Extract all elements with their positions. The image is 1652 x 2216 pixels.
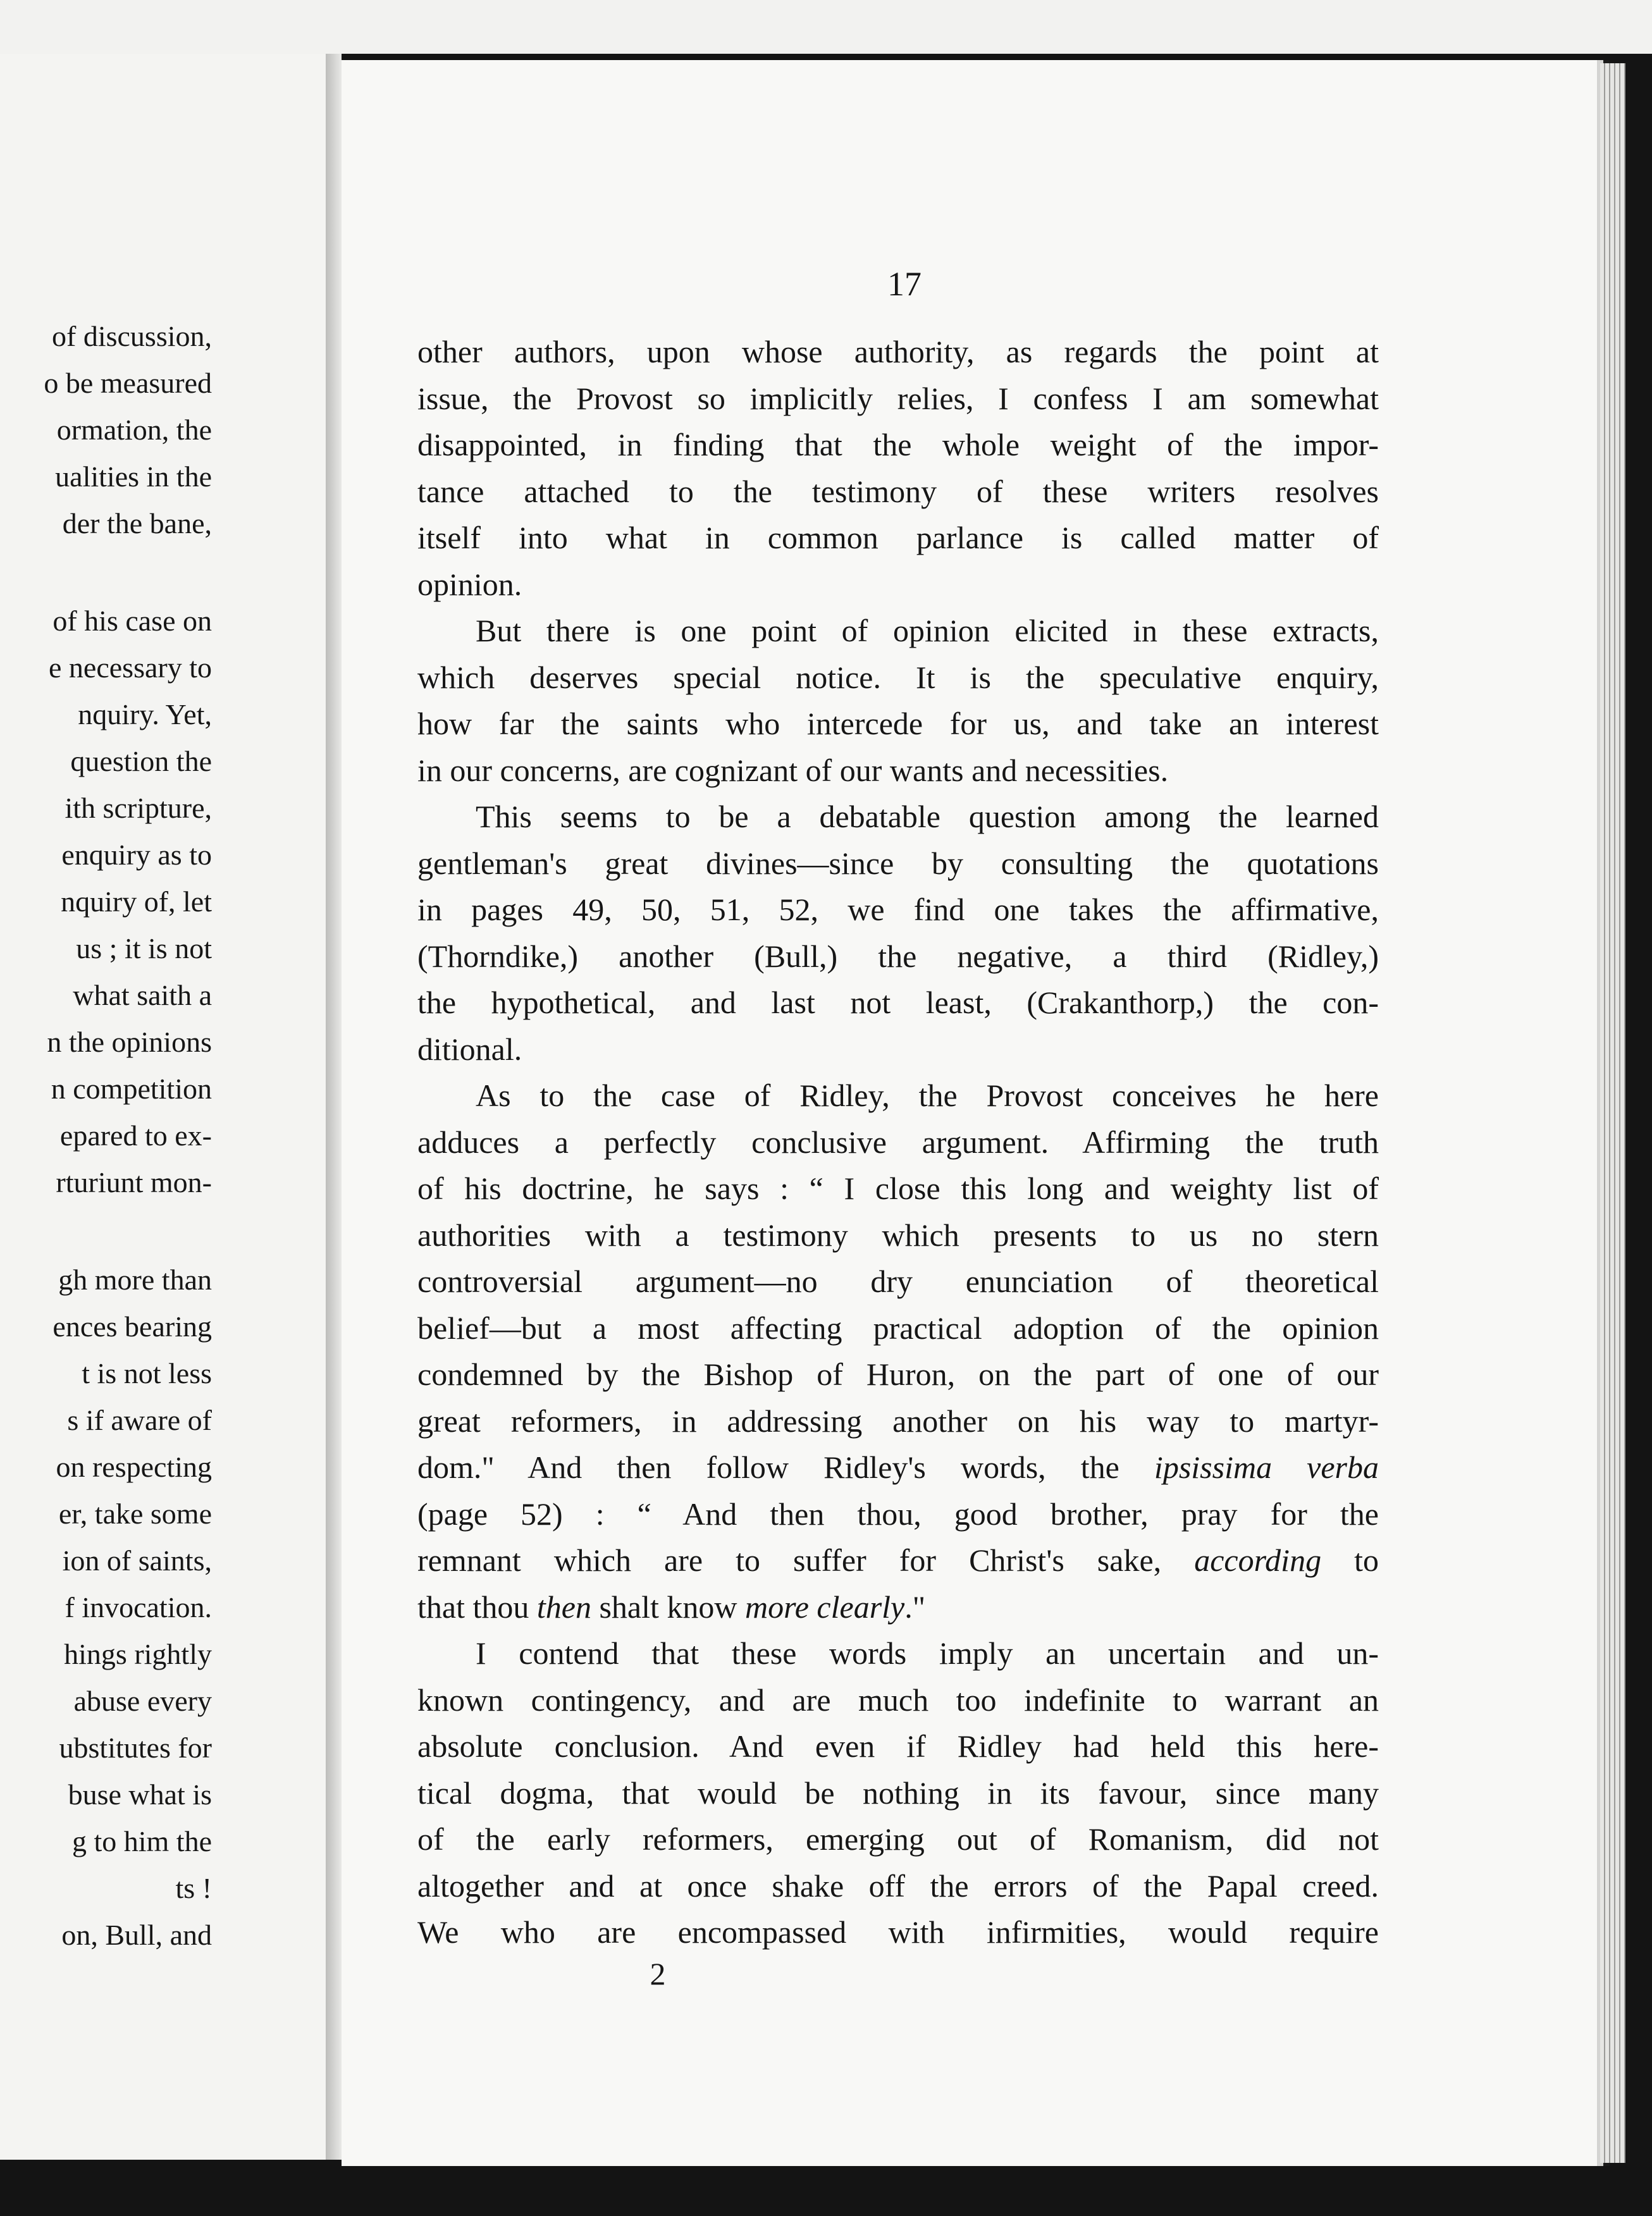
left-text-line: f invocation. [65, 1591, 212, 1623]
left-text-line: epared to ex- [59, 1119, 212, 1152]
text-line [417, 329, 1379, 376]
left-text-line: buse what is [68, 1778, 212, 1811]
left-text-line: ts ! [175, 1872, 212, 1904]
left-text-line: ubstitutes for [59, 1732, 212, 1764]
text-line [417, 655, 1379, 701]
line-text: tance attached to the testimony of these writers resolves [417, 473, 1379, 509]
line-text: (Thorndike,) another (Bull,) the negative, a third (Ridley,) [417, 938, 1379, 974]
italic-phrase: according [1194, 1542, 1322, 1578]
italic-phrase: more clearly [745, 1589, 905, 1625]
text-line [417, 1816, 1379, 1863]
left-text-line: what saith a [73, 979, 212, 1011]
text-line [417, 794, 1379, 840]
left-text-line: der the bane, [62, 507, 212, 539]
line-text: condemned by the Bishop of Huron, on the part of one of our [417, 1357, 1379, 1392]
left-text-line: of discussion, [52, 320, 212, 352]
text-line [417, 1259, 1379, 1305]
line-text: tical dogma, that would be nothing in its favour, since many [417, 1775, 1379, 1811]
text-line [417, 1863, 1379, 1910]
left-text-line: e necessary to [49, 651, 212, 684]
left-text-line: ormation, the [56, 414, 212, 446]
line-text: in pages 49, 50, 51, 52, we find one takes the affirmative, [417, 892, 1379, 927]
left-text-line: nquiry. Yet, [78, 698, 212, 730]
paragraph-gap [0, 547, 212, 598]
line-text: (page 52) : “ And then thou, good brother, pray for the [417, 1496, 1379, 1532]
text-line [417, 748, 1379, 794]
page-edges [1600, 63, 1625, 2163]
text-line [417, 1491, 1379, 1538]
line-text: This seems to be a debatable question among the learned [476, 799, 1379, 834]
line-text: disappointed, in finding that the whole weight of the impor- [417, 427, 1379, 462]
body-text [417, 329, 1379, 1956]
text-line [417, 980, 1379, 1026]
text-line [417, 469, 1379, 515]
line-text: remnant which are to suffer for Christ's sake, [417, 1542, 1162, 1578]
line-text: I contend that these words imply an uncertain and un- [476, 1635, 1379, 1671]
line-text: in our concerns, are cognizant of our wants and necessities. [417, 752, 1169, 788]
line-text: gentleman's great divines—since by consulting the quotations [417, 845, 1379, 881]
text-line [417, 422, 1379, 469]
line-text: ." [904, 1589, 926, 1625]
left-text-line: s if aware of [67, 1404, 212, 1436]
text-line [417, 840, 1379, 887]
text-line [417, 1770, 1379, 1817]
line-text: the hypothetical, and last not least, (Crakanthorp,) the con- [417, 985, 1379, 1020]
left-text-line: t is not less [82, 1357, 212, 1389]
line-text: authorities with a testimony which presents to us no stern [417, 1217, 1379, 1253]
left-text-line: of his case on [52, 605, 212, 637]
line-text: known contingency, and are much too indefinite to warrant an [417, 1682, 1379, 1718]
text-line [417, 1537, 1379, 1584]
left-text-line: us ; it is not [76, 932, 212, 964]
text-line [417, 1073, 1379, 1119]
book-gutter [326, 54, 342, 2160]
text-line [417, 562, 1379, 608]
left-text-line: on, Bull, and [61, 1919, 212, 1951]
text-line [417, 376, 1379, 422]
left-text-line: on respecting [56, 1451, 212, 1483]
paragraph-gap [0, 1206, 212, 1257]
text-line [417, 701, 1379, 748]
left-text-line: g to him the [71, 1825, 212, 1857]
line-text: to [1321, 1542, 1379, 1578]
signature-mark: 2 [650, 1956, 666, 1991]
text-line [417, 1119, 1379, 1166]
text-line [417, 1305, 1379, 1352]
line-text: adduces a perfectly conclusive argument. Affirming the truth [417, 1124, 1379, 1160]
left-text-line: n the opinions [47, 1026, 212, 1058]
text-line [417, 1677, 1379, 1724]
line-text: As to the case of Ridley, the Provost conceives he here [476, 1078, 1379, 1113]
line-text: itself into what in common parlance is called matter of [417, 520, 1379, 555]
line-text: shalt know [591, 1589, 746, 1625]
text-line [417, 1444, 1379, 1491]
line-text: other authors, upon whose authority, as regards the point at [417, 334, 1379, 369]
line-text: opinion. [417, 566, 522, 602]
left-text-line: gh more than [58, 1264, 212, 1296]
text-line [417, 1212, 1379, 1259]
line-text: absolute conclusion. And even if Ridley had held this here- [417, 1728, 1379, 1764]
left-text-line: rturiunt mon- [56, 1166, 212, 1198]
page-number: 17 [887, 265, 922, 303]
line-text: We who are encompassed with infirmities, would require [417, 1914, 1379, 1950]
left-text-line: hings rightly [64, 1638, 212, 1670]
line-text: altogether and at once shake off the errors of the Papal creed. [417, 1868, 1379, 1904]
line-text: belief—but a most affecting practical adoption of the opinion [417, 1310, 1379, 1346]
line-text: controversial argument—no dry enunciation of theoretical [417, 1264, 1379, 1299]
line-text: which deserves special notice. It is the speculative enquiry, [417, 659, 1379, 695]
line-text: how far the saints who intercede for us, and take an interest [417, 706, 1379, 741]
left-text-line: nquiry of, let [61, 885, 212, 918]
text-line [417, 608, 1379, 655]
line-text: of the early reformers, emerging out of Romanism, did not [417, 1821, 1379, 1857]
line-text: But there is one point of opinion elicited in these extracts, [476, 613, 1379, 648]
text-line [417, 1909, 1379, 1956]
line-text: ditional. [417, 1031, 522, 1067]
italic-phrase: then [536, 1589, 591, 1625]
text-line [417, 887, 1379, 933]
left-text-line: abuse every [73, 1685, 212, 1717]
text-line [417, 1166, 1379, 1212]
line-text: great reformers, in addressing another on his way to martyr- [417, 1403, 1379, 1439]
text-line [417, 1584, 1379, 1631]
text-line [417, 933, 1379, 980]
left-text-line: question the [70, 745, 212, 777]
scan-background [0, 0, 1652, 54]
left-text-line: ion of saints, [62, 1544, 212, 1577]
text-line [417, 1398, 1379, 1445]
line-text: of his doctrine, he says : “ I close this long and weighty list of [417, 1171, 1379, 1206]
text-line [417, 1723, 1379, 1770]
left-page [0, 54, 326, 2160]
left-text-line: n competition [51, 1073, 212, 1105]
text-line [417, 1351, 1379, 1398]
left-text-line: ualities in the [55, 460, 212, 493]
italic-phrase: ipsissima verba [1154, 1450, 1379, 1485]
line-text: that thou [417, 1589, 529, 1625]
text-line [417, 1630, 1379, 1677]
text-line [417, 515, 1379, 562]
left-text-line: o be measured [44, 367, 212, 399]
left-text-line: enquiry as to [61, 839, 212, 871]
left-text-line: er, take some [58, 1498, 212, 1530]
line-text: dom." And then follow Ridley's words, the [417, 1450, 1119, 1485]
left-text-line: ith scripture, [65, 792, 212, 824]
left-text-line: ences bearing [52, 1310, 212, 1343]
text-line [417, 1026, 1379, 1073]
line-text: issue, the Provost so implicitly relies, I confess I am somewhat [417, 380, 1379, 416]
left-page-text [0, 313, 212, 1959]
